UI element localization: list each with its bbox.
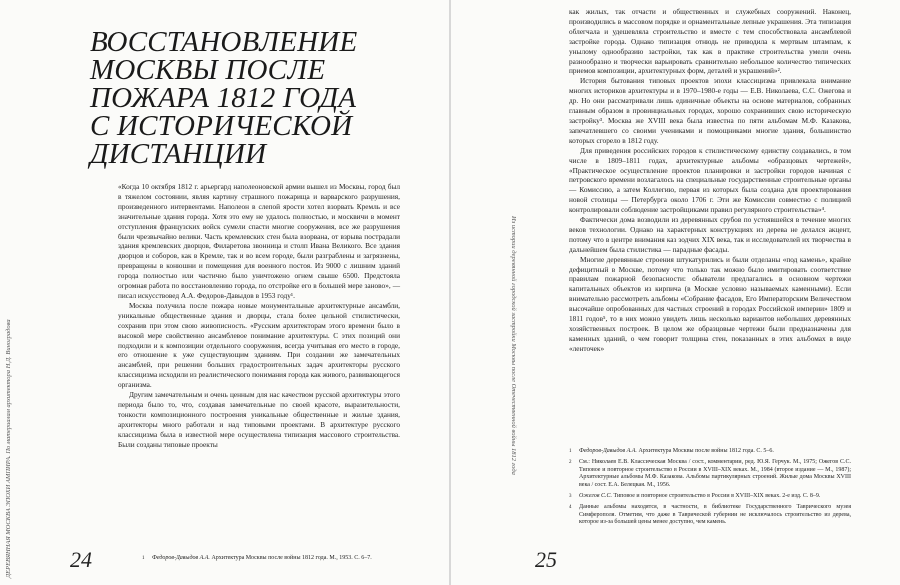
footnote-text: Архитектура Москвы после войны 1812 года. С. 5–6.: [638, 448, 774, 454]
footnote: [569, 504, 851, 526]
page-number: 24: [70, 547, 92, 572]
footnote: [569, 493, 851, 500]
paragraph: как жилых, так отчасти и общественных и служебных сооружений. Наконец, производились в массовом порядке и орнаментальные лепные украшения. Эта типизация облегчала и удешевляла строительство и вместе с тем способствовала ансамблевой застройке города. Однако типизация отнюдь не приводила к мертвым штампам, к унылому однообразию застройки, так как в практике строительства умели очень разнообразно и творчески варьировать сравнительно небольшое количество типических приемов композиции, архитектурных форм, деталей и украшений»².: [569, 7, 851, 76]
footnote-author: Федоров-Давыдов А.А.: [152, 555, 210, 561]
left-page: [0, 0, 449, 585]
footnote: [142, 555, 402, 562]
paragraph: Москва получила после пожара новые монументальные архитектурные ансамбли, уникальные общественные здания и дворцы, стала более цельной стилистически, сохранив при этом свою живописность. «Русским архитекторам этого времени было в высокой мере свойственно ансамблевое понимание архитектуры. С этих позиций они подходили и к композиции отдельного сооружения, всегда учитывая его место в городе, его отношение к уже существующим зданиям. При создании же замечательных ансамблей, при решении больших градостроительных задач архитекторы русского классицизма исходили из реалистического понимания города как живого, развивающегося организма.: [118, 300, 400, 390]
footnote-number: 2: [569, 460, 572, 466]
page-number: 25: [535, 547, 557, 572]
paragraph: Многие деревянные строения штукатурились и были отделаны «под камень», крайне дефицитный в Москве, потому что только так можно было имитировать соответствие правилам пожарной безопасности: обыватели предлагались в основном чертежи капитальных объектов из кирпича (в Москве условно называемых каменными). Если внимательно рассмотреть альбомы «Собрание фасадов, Его Императорским Величеством высочайше опробованных для частных строений в городах Российской империи» 1809 и 1811 годов⁵, то в них можно увидеть лишь несколько вариантов небольших деревянных хозяйственных построек. В целом же образцовые чертежи были предназначены для каменных зданий, о чем говорит толщина стен, показанных в этих альбомах в виде «ленточек»: [569, 254, 851, 353]
left-body-text: [118, 182, 400, 449]
footnote-author: Ожегов С.С.: [579, 493, 612, 500]
footnote-number: 4: [569, 505, 572, 511]
title-line: С ИСТОРИЧЕСКОЙ: [90, 110, 353, 142]
footnote-text: Данные альбомы находятся, в частности, в библиотеке Государственного Таврического музея Симферополя. Отметим, что даже в Таврической губернии не исключалось строительство из дерева, которое из-за большей цены менее доступно, чем камень.: [579, 504, 851, 526]
chapter-title: [90, 28, 420, 168]
running-head: Из истории деревянной городской застройки Москвы после Отечественной войны 1812 года: [510, 216, 517, 475]
paragraph: Фактически дома возводили из деревянных срубов по устоявшейся в течение многих веков технологии. Однако на характерных конструкциях из дерева не делался акцент, потому что в центре внимания каз зодчих XIX века, так и исследователей их творчества в дальнейшем была стилистика — парадные фасады.: [569, 215, 851, 254]
left-footnotes: [142, 555, 402, 562]
right-body-text: [569, 7, 851, 354]
footnote-author: Федоров-Давыдов А.А.: [579, 448, 637, 454]
title-line: ПОЖАРА 1812 ГОДА: [90, 82, 357, 114]
footnote: [569, 448, 851, 455]
paragraph: История бытования типовых проектов эпохи классицизма привлекала внимание многих историков архитектуры и в 1970–1980-е годы — Е.В. Николаева, С.С. Ожегова и др. Но они рассматривали лишь единичные объекты на основе материалов, собранных главным образом в провинциальных городах, хорошо сохранивших свою историческую застройку³. Москва же XVIII века была известна по пяти альбомам М.Ф. Казакова, запечатлевшего со своими учениками и помощниками многие здания, большинство которых сгорело в 1812 году.: [569, 76, 851, 145]
footnote: [569, 459, 851, 489]
right-footnotes: [569, 448, 851, 531]
title-line: ДИСТАНЦИИ: [90, 138, 267, 170]
footnote-number: 1: [569, 449, 572, 454]
paragraph: «Когда 10 октября 1812 г. арьергард наполеоновской армии вышел из Москвы, город был в тяжелом состоянии, являя картину страшного пожарища и варварского разрушения, произведенного интервентами. Наполеон в слепой ярости хотел взорвать Кремль и все значительные здания города. Хотя это ему не удалось полностью, и москвичи в момент отступления французских войск сумели спасти многие сооружения, все же разрушения были чрезвычайно велики. Часть кремлевских стен была взорвана, от взрыва пострадали здания кремлевских дворцов, Филаретова звонница и столп Ивана Великого. Все здания дворцов и соборов, как в Кремле, так и во всем городе, были разграблены и загрязнены, превращены в конюшни и помещения для военного постоя. Из 9000 с лишним зданий города полностью или частично было уничтожено огнем свыше 6500. Предстояла огромная работа по восстановлению города, по отстройке его в большей мере заново», — писал искусствовед А.А. Федоров-Давыдов в 1953 году¹.: [118, 182, 400, 300]
title-line: МОСКВЫ ПОСЛЕ: [90, 54, 326, 86]
paragraph: Другим замечательным и очень ценным для нас качеством русской архитектуры этого периода было то, что, создавая замечательные по своей красоте, выразительности, тонкости композиционного построения уникальные общественные и жилые здания, архитекторы много работали и над типовыми проектами. В архитектуре русского классицизма была в известной мере осуществлена типизация массового строительства. Были созданы типовые проекты: [118, 390, 400, 449]
running-head: ДЕРЕВЯННАЯ МОСКВА ЭПОХИ АМПИРА. По материалам архитектора Н.Д. Виноградова: [5, 319, 12, 578]
right-page: [451, 0, 900, 585]
footnote-number: 1: [142, 556, 145, 561]
footnote-number: 3: [569, 494, 572, 500]
footnote-text: Архитектура Москвы после войны 1812 года. М., 1953. С. 6–7.: [211, 555, 372, 561]
footnote-text: См.: Николаев Е.В. Классическая Москва / сост., комментарии, ред. Ю.Я. Герчук. М., 1975; Ожегов С.С. Типовое и повторное строительство в России в XVIII–XIX веках. М., 1984 (второе издание — М., 1987); Архитектурные альбомы М.Ф. Казакова. Альбомы партикулярных строений. Жилые дома Москвы XVIII века / сост. Е.А. Белецкая. М., 1956.: [579, 459, 851, 488]
footnote-text: Типовое и повторное строительство в России в XVIII–XIX веках. 2-е изд. С. 8–9.: [613, 493, 821, 500]
title-line: ВОССТАНОВЛЕНИЕ: [90, 26, 358, 58]
paragraph: Для приведения российских городов к стилистическому единству создавались, в том числе в 1809–1811 годах, архитектурные альбомы «образцовых чертежей», «Практическое осуществление проектов планировки и застройки городов начиная с петровского времени возлагалось на специальные государственные строительные органы — Комиссию, а затем Коллегию, первая из которых была создана для проектирования новой столицы — Петербурга около 1706 г. Эти же Комиссии совместно с полицией контролировали соблюдение застройщиками правил регулярного строительства»⁴.: [569, 145, 851, 215]
